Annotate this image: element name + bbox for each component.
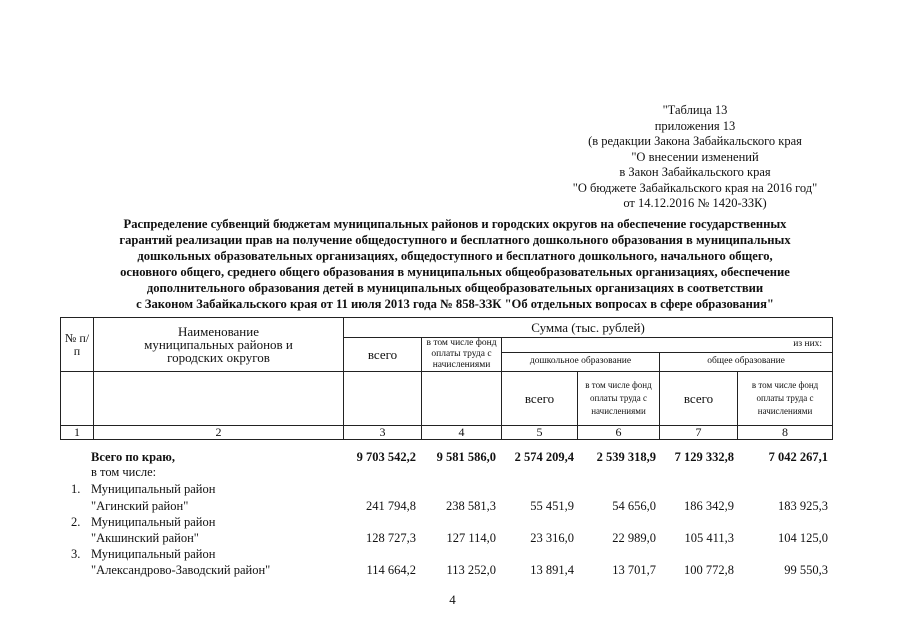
col-number: 4 [422,426,502,440]
header-num: № п/п [61,318,94,372]
header-preschool-payroll: в том числе фонд оплаты труда с начислениями [578,372,660,426]
row-label: в том числе: [91,465,157,479]
title-line: дошкольных образовательных организациях, общедоступного и бесплатного дошкольного, начального общего, [137,249,773,263]
row-number: 3. [71,547,81,561]
table-row [60,531,832,547]
cell-value: 2 574 209,4 [514,450,574,464]
note-line: "О внесении изменений [631,149,759,164]
cell-value: 100 772,8 [684,563,734,577]
row-label: "Агинский район" [91,499,189,513]
document-title [60,216,850,312]
row-label: Муниципальный район [91,482,216,496]
table-row-including [60,465,832,481]
col-number: 5 [502,426,578,440]
cell-value: 238 581,3 [446,499,496,513]
cell-value: 99 550,3 [784,563,828,577]
row-label: "Акшинский район" [91,531,199,545]
col-number: 6 [578,426,660,440]
cell-value: 2 539 318,9 [596,450,656,464]
header-general-payroll: в том числе фонд оплаты труда с начислениями [738,372,833,426]
row-number: 1. [71,482,81,496]
note-line: от 14.12.2016 № 1420-ЗЗК) [623,196,767,210]
header-total: всего [344,338,422,372]
note-line: "Таблица 13 [662,103,728,117]
header-name: Наименование муниципальных районов и городских округов [94,318,344,372]
cell-value: 127 114,0 [446,531,496,545]
cell-value: 241 794,8 [366,499,416,513]
col-number: 2 [94,426,344,440]
note-line: "О бюджете Забайкальского края на 2016 год" [572,180,818,195]
cell-value: 7 042 267,1 [768,450,828,464]
cell-value: 128 727,3 [366,531,416,545]
cell-value: 186 342,9 [684,499,734,513]
row-label: "Александрово-Заводский район" [91,563,271,577]
cell-value: 7 129 332,8 [674,450,734,464]
header-general-total: всего [660,372,738,426]
row-label: Всего по краю, [91,450,175,464]
title-line: основного общего, среднего общего образования в муниципальных общеобразовательных организациях, обеспечение [120,265,790,279]
table-row [60,482,832,498]
row-label: Муниципальный район [91,515,216,529]
cell-value: 183 925,3 [778,499,828,513]
header-general: общее образование [660,352,833,371]
cell-value: 54 656,0 [612,499,656,513]
cell-value: 23 316,0 [530,531,574,545]
header-payroll: в том числе фонд оплаты труда с начислениями [422,338,502,372]
note-line: приложения 13 [654,118,736,133]
cell-value: 9 703 542,2 [356,450,416,464]
note-line: (в редакции Закона Забайкальского края [588,134,802,148]
table-row-total [60,450,832,466]
col-number: 8 [738,426,833,440]
cell-value: 9 581 586,0 [436,450,496,464]
table-caption-note [560,103,830,212]
row-number: 2. [71,515,81,529]
table-row [60,515,832,531]
subvention-table-header [60,317,833,440]
header-preschool-total: всего [502,372,578,426]
col-number: 7 [660,426,738,440]
cell-value: 22 989,0 [612,531,656,545]
title-line: с Законом Забайкальского края от 11 июля 2013 года № 858-ЗЗК "Об отдельных вопросах в сфере образования" [136,297,774,311]
cell-value: 13 891,4 [530,563,574,577]
cell-value: 105 411,3 [684,531,734,545]
header-sum: Сумма (тыс. рублей) [344,318,833,338]
col-number: 1 [61,426,94,440]
col-number: 3 [344,426,422,440]
table-row [60,563,832,579]
title-line: гарантий реализации прав на получение общедоступного и бесплатного дошкольного образования в муниципальных [119,233,791,247]
table-row [60,499,832,515]
title-line: дополнительного образования детей в муниципальных общеобразовательных организациях в соответствии [146,281,764,295]
header-of-them: из них: [502,338,833,353]
page-number: 4 [449,592,456,607]
cell-value: 104 125,0 [778,531,828,545]
cell-value: 55 451,9 [530,499,574,513]
note-line: в Закон Забайкальского края [619,165,771,179]
row-label: Муниципальный район [91,547,216,561]
header-preschool: дошкольное образование [502,352,660,371]
cell-value: 13 701,7 [612,563,656,577]
title-line: Распределение субвенций бюджетам муниципальных районов и городских округов на обеспечение государственных [123,217,787,231]
cell-value: 114 664,2 [366,563,416,577]
table-row [60,547,832,563]
cell-value: 113 252,0 [446,563,496,577]
